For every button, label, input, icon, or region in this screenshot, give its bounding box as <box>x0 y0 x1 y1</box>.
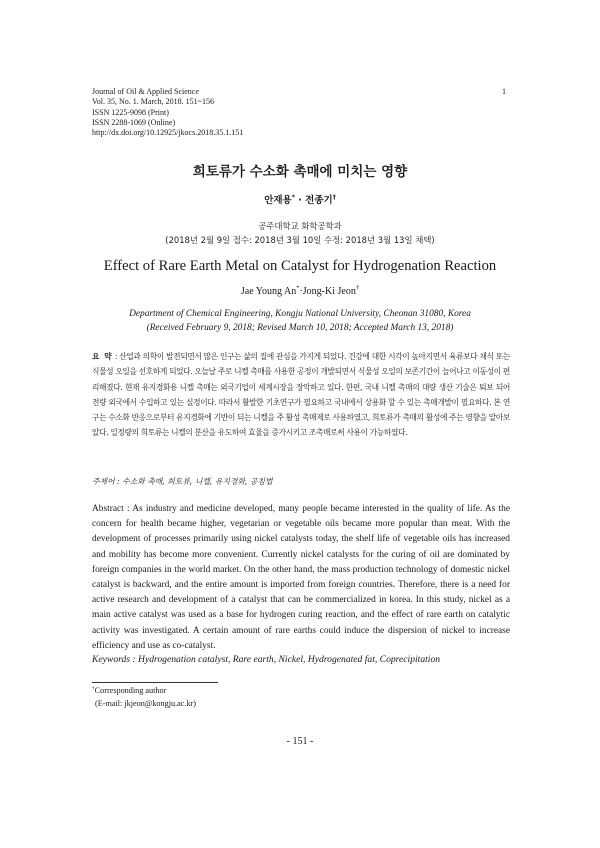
korean-dates: (2018년 2월 9일 접수: 2018년 3월 10일 수정: 2018년 3월 13일 채택) <box>165 235 435 245</box>
footnote-divider <box>92 682 218 683</box>
english-keywords: Keywords : Hydrogenation catalyst, Rare earth, Nickel, Hydrogenated fat, Coprecipitation <box>92 654 441 665</box>
english-title: Effect of Rare Earth Metal on Catalyst for Hydrogenation Reaction <box>103 258 497 274</box>
english-author-mark-dagger: † <box>355 284 360 292</box>
footnote-dagger: † <box>92 685 95 692</box>
header-page-number: 1 <box>502 87 506 96</box>
issn-online: ISSN 2288-1069 (Online) <box>92 117 176 127</box>
korean-keywords: 주제어 : 수소화 촉매, 희토류, 니켈, 유지경화, 공침법 <box>92 477 273 486</box>
issn-print: ISSN 1225-9098 (Print) <box>92 107 169 117</box>
korean-affiliation: 공주대학교 화학공학과 <box>258 221 342 231</box>
english-author-mark-asterisk: * <box>296 284 300 292</box>
footnote-corresponding <box>92 686 166 695</box>
korean-authors <box>0 192 600 206</box>
english-abstract-text: : As industry and medicine developed, many people became interested in the quality of life. As the concern for health became higher, vegetarian or vegetable oils became more popular than meat. With the development of processes primarily using nickel catalysts today, the shelf life of vegetable oils has increased and mobility has become more convenient. Currently nickel catalysts for the curing of oil are dominated by foreign companies in the world market. On the other hand, the mass production technology of domestic nickel catalyst is backward, and the entire amount is imported from foreign countries. Therefore, there is a need for active research and development of a catalyst that can be commercialized in korea. In this study, nickel as a main active catalyst was used as a base for hydrogen curing reaction, and the effect of rare earth on catalytic activity was investigated. A certain amount of rare earths could induce the dispersion of nickel to increase efficiency and use as co-catalyst. <box>92 504 511 651</box>
footnote-email: (E-mail: jkjeon@kongju.ac.kr) <box>95 699 196 708</box>
author-mark-dagger: † <box>332 193 336 201</box>
korean-abstract-label: 요 약 <box>92 352 113 361</box>
author-mark-asterisk: * <box>291 193 295 201</box>
english-author-2: ·Jong-Ki Jeon <box>299 286 356 297</box>
english-affiliation: Department of Chemical Engineering, Kongju National University, Cheonan 31080, Korea <box>129 309 471 319</box>
english-dates: (Received February 9, 2018; Revised March 10, 2018; Accepted March 13, 2018) <box>146 323 454 333</box>
journal-header <box>92 87 512 138</box>
doi-link[interactable]: http://dx.doi.org/10.12925/jkocs.2018.35.1.151 <box>92 128 244 138</box>
page-number: - 151 - <box>286 736 314 747</box>
english-abstract-label: Abstract <box>92 504 124 514</box>
journal-name: Journal of Oil & Applied Science <box>92 87 199 96</box>
english-abstract <box>92 502 510 654</box>
english-author-1: Jae Young An <box>240 286 297 297</box>
korean-author-2: · 전종기 <box>294 195 333 206</box>
korean-abstract <box>92 349 510 441</box>
volume-info: Vol. 35, No. 1. March, 2018. 151~156 <box>92 97 214 107</box>
korean-author-1: 안재용 <box>264 195 292 206</box>
english-authors <box>0 286 600 297</box>
korean-title: 희토류가 수소화 촉매에 미치는 영향 <box>192 164 408 180</box>
footnote-label: Corresponding author <box>94 686 167 695</box>
korean-abstract-text: : 산업과 의학이 발전되면서 많은 인구는 삶의 질에 관심을 가지게 되었다. 건강에 대한 시각이 높아지면서 육류보다 채식 또는 식물성 오일을 선호하게 되었다. 오늘날 주로 니켈 촉매를 사용한 공정이 개발되면서 식물성 오일의 보존기간이 늘어나고 이동성이 편리해졌다. 현재 유지경화용 니켈 촉매는 외국기업이 세계시장을 장악하고 있다. 한편, 국내 니켈 촉매의 대량 생산 기술은 퇴보 되어 전량 외국에서 수입하고 있는 실정이다. 따라서 활발한 기초연구가 필요하고 국내에서 상용화 할 수 있는 촉매개발이 필요하다. 본 연구는 수소화 반응으로부터 유지경화에 기반이 되는 니켈을 주 활성 촉매제로 사용하였고, 희토류가 촉매의 활성에 주는 영향을 알아보았다. 일정량의 희토류는 니켈의 분산을 유도하여 효율을 증가시키고 조촉매로써 사용이 가능하였다. <box>92 352 511 438</box>
